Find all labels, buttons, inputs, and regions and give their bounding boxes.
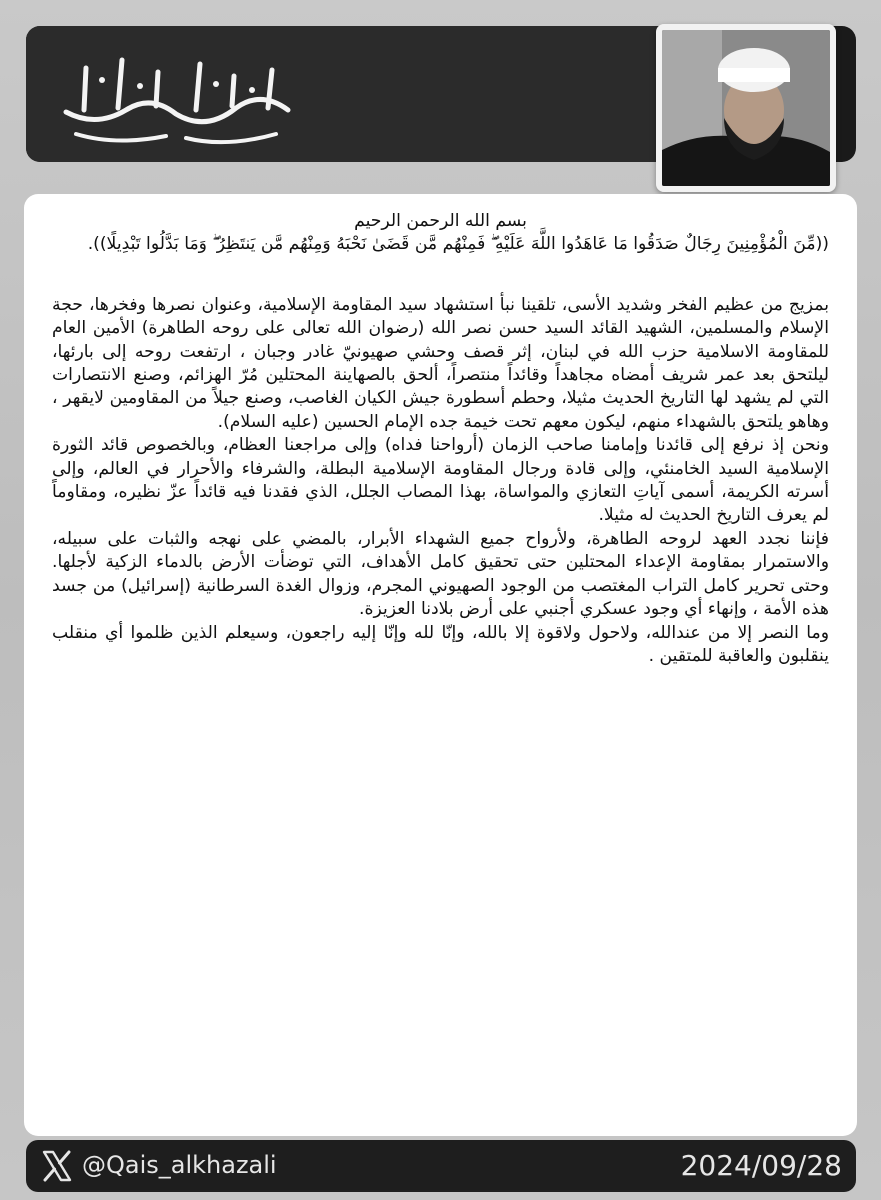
paragraph-tribute: ونحن إذ نرفع إلى قائدنا وإمامنا صاحب الزمان (أرواحنا فداه) وإلى مراجعنا العظام، وبالخصوص قائد الثورة الإسلامية السيد الخامنئي، وإلى قادة ورجال المقاومة الإسلامية البطلة، والشرفاء والأحرار في العالم، وإلى أسرته الكريمة، أسمى آياتِ التعازي والمواساة، بهذا المصاب الجلل، الذي فقدنا فيه قائداً عزّ نظيره، ومقاوماً لم يعرف التاريخ الحديث له مثيلا.	[52, 435, 829, 526]
paragraph-closing: وما النصر إلا من عندالله، ولاحول ولاقوة إلا بالله، وإنّا لله وإنّا إليه راجعون، وسيعلم الذين ظلموا أي منقلب ينقلبون والعاقبة للمتقين .	[52, 622, 829, 666]
statement-body	[52, 210, 829, 668]
paragraph-pledge: فإننا نجدد العهد لروحه الطاهرة، ولأرواح جميع الشهداء الأبرار، بالمضي على نهجه والثبات على سبيله، والاستمرار بمقاومة الإعداء المحتلين حتى تحقيق كامل الأهداف، التي توضأت الأرض بالدماء الزكية لأجلها. وحتى تحرير كامل التراب المغتصب من الوجود الصهيوني المجرم، وزوال الغدة السرطانية (إسرائيل) من جسد هذه الأمة ، وإنهاء أي وجود عسكري أجنبي على أرض بلادنا العزيزة.	[52, 528, 829, 620]
portrait-photo	[656, 24, 836, 192]
x-logo-icon[interactable]	[40, 1149, 74, 1183]
paragraph-condolence: بمزيج من عظيم الفخر وشديد الأسى، تلقينا نبأ استشهاد سيد المقاومة الإسلامية، وعنوان نصرها وفخرها، حجة الإسلام والمسلمين، الشهيد القائد السيد حسن نصر الله (رضوان الله تعالى على روحه الطاهرة) الأمين العام للمقاومة الاسلامية حزب الله في لبنان، إثر قصف وحشي صهيونيّ غادر وجبان ، ارتفعت روحه إلى بارئها، ليلتحق بعد عمر شريف أمضاه مجاهداً وقائداً منتصراً، ألحق بالصهاينة المحتلين مُرّ الهزائم، وصنع الانتصارات التي لم يشهد لها التاريخ الحديث مثيلا، وحطم أسطورة جيش الكيان الغاصب، وصنع جيلاً من المقاومين لايقهر ، وهاهو يلتحق بالشهداء منهم، ليكون معهم تحت خيمة جده الإمام الحسين (عليه السلام).	[52, 294, 829, 432]
social-handle[interactable]: @Qais_alkhazali	[82, 1151, 277, 1179]
statement-card	[24, 194, 857, 1136]
calligraphy-name-logo	[56, 50, 296, 150]
portrait-illustration	[662, 30, 830, 186]
footer-bar	[26, 1140, 856, 1192]
basmala: بسم الله الرحمن الرحيم	[354, 211, 527, 231]
statement-date: 2024/09/28	[680, 1149, 842, 1182]
quran-verse: ((مِّنَ الْمُؤْمِنِينَ رِجَالٌ صَدَقُوا مَا عَاهَدُوا اللَّهَ عَلَيْهِ ۖ فَمِنْهُم مَّن قَضَىٰ نَحْبَهُ وَمِنْهُم مَّن يَنتَظِرُ ۖ وَمَا بَدَّلُوا تَبْدِيلًا)).	[87, 234, 829, 255]
